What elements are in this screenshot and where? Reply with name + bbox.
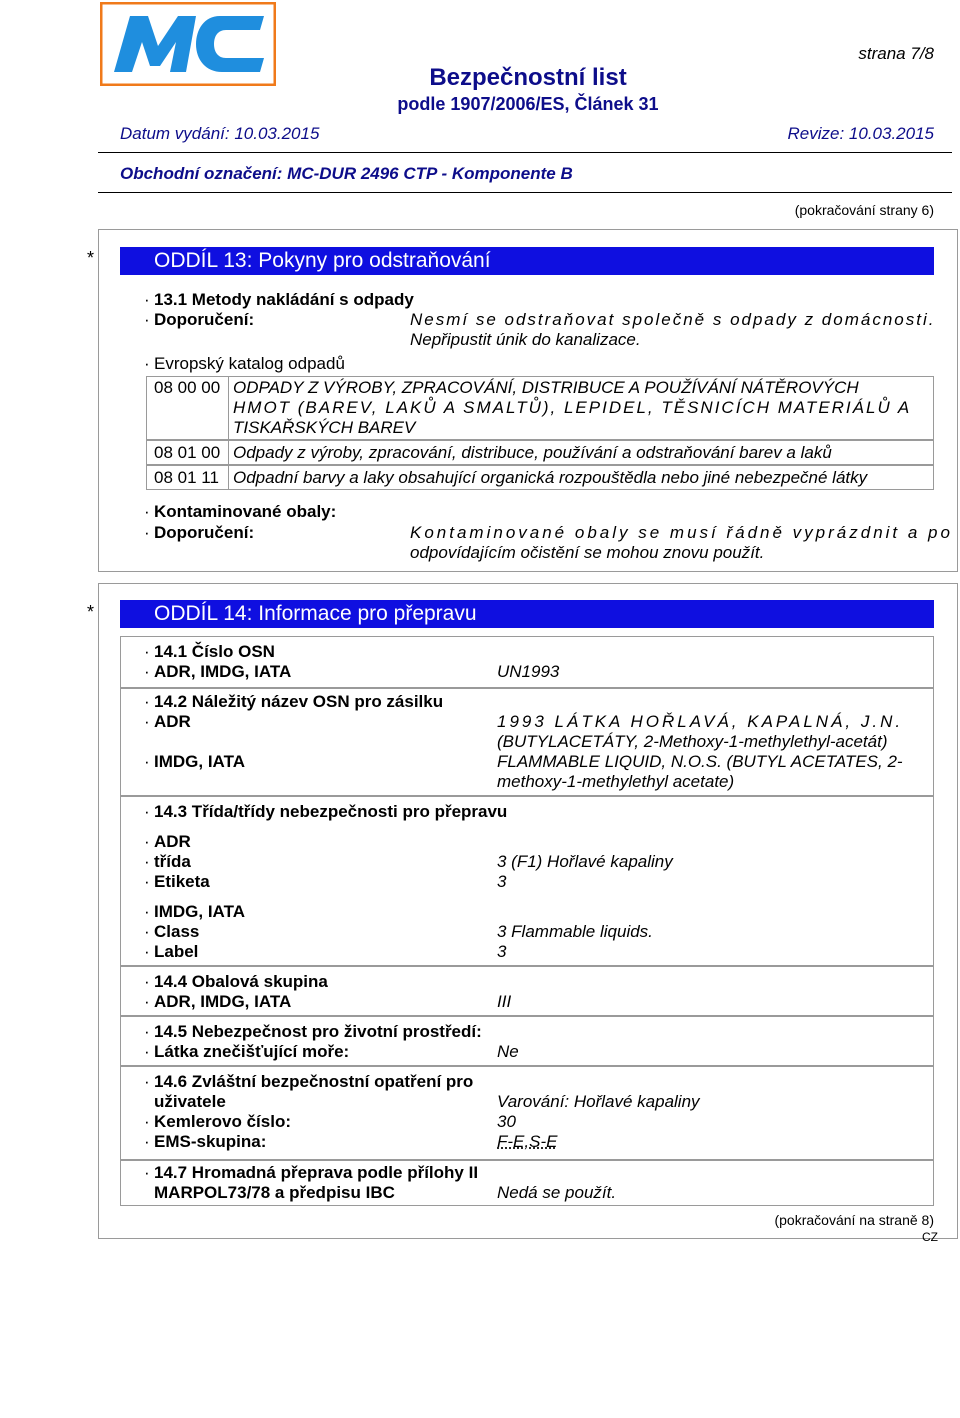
- revision-star: *: [87, 602, 95, 622]
- catalog-code: 08 00 00: [154, 378, 221, 397]
- special-precautions-value: Varování: Hořlavé kapaliny: [497, 1092, 700, 1111]
- contaminated-packaging-label: Kontaminované obaly:: [154, 502, 337, 521]
- recommendation-text: Nesmí se odstraňovat společně s odpady z domácnosti.: [410, 310, 936, 329]
- class-label-label: Label: [154, 942, 199, 961]
- packing-group-label: 14.4 Obalová skupina: [154, 972, 328, 991]
- hazard-class-label: 14.3 Třída/třídy nebezpečnosti pro přepravu: [154, 802, 508, 821]
- section-14-heading: ODDÍL 14: Informace pro přepravu: [120, 600, 934, 628]
- bulk-transport-label: MARPOL73/78 a předpisu IBC: [154, 1183, 395, 1202]
- catalog-description: HMOT (BAREV, LAKŮ A SMALTŮ), LEPIDEL, TĚSNICÍCH MATERIÁLŮ A: [233, 398, 912, 417]
- catalog-column-divider: [228, 376, 229, 490]
- kemler-label: Kemlerovo číslo:: [154, 1112, 291, 1131]
- catalog-description: Odpadní barvy a laky obsahující organická rozpouštědla nebo jiné nebezpečné látky: [233, 468, 868, 487]
- catalog-code: 08 01 00: [154, 443, 221, 462]
- marine-pollutant-value: Ne: [497, 1042, 519, 1061]
- recommendation-label: Doporučení:: [154, 310, 255, 329]
- catalog-description: Odpady z výroby, zpracování, distribuce, používání a odstraňování barev a laků: [233, 443, 832, 462]
- page-number: strana 7/8: [858, 44, 934, 63]
- header-divider: [98, 152, 952, 153]
- recommendation-text: Nepřipustit únik do kanalizace.: [410, 330, 641, 349]
- revision-star: *: [87, 248, 95, 268]
- class-etiketa-value: 3: [497, 872, 507, 891]
- packaging-recommendation-label: Doporučení:: [154, 523, 255, 542]
- ems-value: F-E,S-E: [497, 1132, 558, 1151]
- un-number-value: UN1993: [497, 662, 560, 681]
- environment-label: 14.5 Nebezpečnost pro životní prostředí:: [154, 1022, 482, 1041]
- packing-group-value: III: [497, 992, 512, 1011]
- section-13-heading: ODDÍL 13: Pokyny pro odstraňování: [120, 247, 934, 275]
- catalog-description: ODPADY Z VÝROBY, ZPRACOVÁNÍ, DISTRIBUCE A POUŽÍVÁNÍ NÁTĚROVÝCH: [233, 378, 859, 397]
- catalog-code: 08 01 11: [154, 468, 219, 487]
- revision-date: Revize: 10.03.2015: [787, 124, 934, 143]
- imdg-shipping-name: methoxy-1-methylethyl acetate): [497, 772, 735, 791]
- waste-methods-heading: 13.1 Metody nakládání s odpady: [154, 290, 414, 309]
- adr-shipping-name: (BUTYLACETÁTY, 2-Methoxy-1-methylethyl-acetát): [497, 732, 888, 751]
- waste-catalog-label: Evropský katalog odpadů: [154, 354, 345, 373]
- document-title: Bezpečnostní list: [429, 64, 627, 91]
- ems-label: EMS-skupina:: [154, 1132, 267, 1151]
- adr-label: ADR: [154, 712, 191, 731]
- packaging-recommendation-text: Kontaminované obaly se musí řádně vyprázdnit a po: [410, 523, 953, 542]
- special-precautions-label: 14.6 Zvláštní bezpečnostní opatření pro: [154, 1072, 474, 1091]
- imdg-label: IMDG, IATA: [154, 752, 245, 771]
- shipping-name-label: 14.2 Náležitý název OSN pro zásilku: [154, 692, 444, 711]
- class-class-label: Class: [154, 922, 200, 941]
- bulk-transport-value: Nedá se použít.: [497, 1183, 617, 1202]
- imdg-shipping-name: FLAMMABLE LIQUID, N.O.S. (BUTYL ACETATES, 2-: [497, 752, 903, 771]
- packaging-recommendation-text: odpovídajícím očistění se mohou znovu použít.: [410, 543, 765, 562]
- bulk-transport-label: 14.7 Hromadná přeprava podle přílohy II: [154, 1163, 479, 1182]
- class-trida-value: 3 (F1) Hořlavé kapaliny: [497, 852, 673, 871]
- continued-to: (pokračování na straně 8): [774, 1212, 934, 1228]
- class-label-value: 3: [497, 942, 507, 961]
- adr-shipping-name: 1993 LÁTKA HOŘLAVÁ, KAPALNÁ, J.N.: [497, 712, 904, 731]
- issue-date: Datum vydání: 10.03.2015: [120, 124, 320, 143]
- marine-pollutant-label: Látka znečišťující moře:: [154, 1042, 350, 1061]
- transport-modes: ADR, IMDG, IATA: [154, 662, 292, 681]
- un-number-label: 14.1 Číslo OSN: [154, 642, 275, 661]
- class-trida-label: třída: [154, 852, 191, 871]
- kemler-value: 30: [497, 1112, 516, 1131]
- class-class-value: 3 Flammable liquids.: [497, 922, 653, 941]
- catalog-description: TISKAŘSKÝCH BAREV: [233, 418, 416, 437]
- packing-group-modes: ADR, IMDG, IATA: [154, 992, 292, 1011]
- continued-from: (pokračování strany 6): [794, 202, 934, 218]
- trade-name: Obchodní označení: MC-DUR 2496 CTP - Komponente B: [120, 164, 573, 183]
- class-adr-label: ADR: [154, 832, 191, 851]
- class-etiketa-label: Etiketa: [154, 872, 210, 891]
- special-precautions-label: uživatele: [154, 1092, 226, 1111]
- language-code: CZ: [922, 1230, 938, 1244]
- class-imdg-label: IMDG, IATA: [154, 902, 245, 921]
- header-divider: [98, 192, 952, 193]
- document-subtitle: podle 1907/2006/ES, Článek 31: [397, 94, 659, 114]
